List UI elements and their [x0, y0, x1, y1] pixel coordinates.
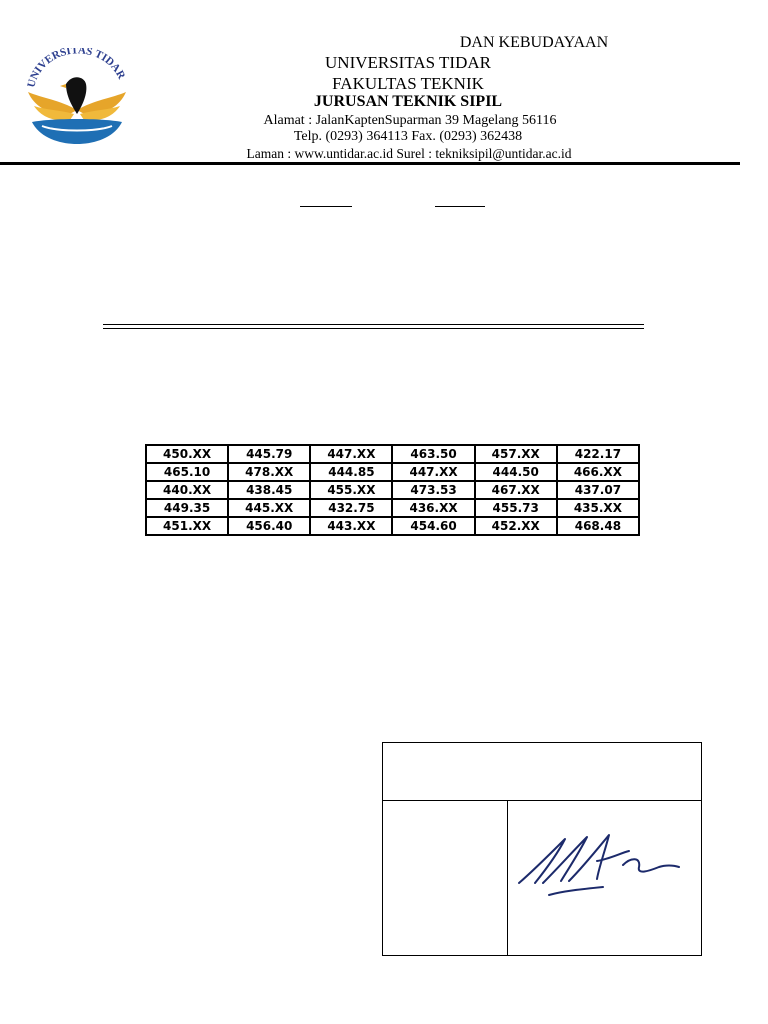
table-cell: 445.XX	[228, 499, 310, 517]
table-cell: 452.XX	[475, 517, 557, 535]
table-cell: 463.50	[392, 445, 474, 463]
table-row	[146, 463, 639, 481]
data-table	[145, 444, 640, 536]
table-cell: 437.07	[557, 481, 639, 499]
blank-underline	[435, 206, 485, 207]
table-cell: 465.10	[146, 463, 228, 481]
table-cell: 450.XX	[146, 445, 228, 463]
signature-box-column-divider	[507, 800, 508, 956]
table-cell: 432.75	[310, 499, 392, 517]
table-cell: 444.50	[475, 463, 557, 481]
logo-text: UNIVERSITAS TIDAR	[25, 48, 128, 89]
table-cell: 422.17	[557, 445, 639, 463]
phone-fax-line: Telp. (0293) 364113 Fax. (0293) 362438	[293, 129, 523, 144]
table-cell: 444.85	[310, 463, 392, 481]
table-cell: 451.XX	[146, 517, 228, 535]
table-row	[146, 517, 639, 535]
table-cell: 435.XX	[557, 499, 639, 517]
table-row	[146, 445, 639, 463]
table-cell: 467.XX	[475, 481, 557, 499]
table-cell: 445.79	[228, 445, 310, 463]
table-cell: 468.48	[557, 517, 639, 535]
table-cell: 447.XX	[392, 463, 474, 481]
table-cell: 478.XX	[228, 463, 310, 481]
header-divider	[0, 162, 740, 165]
table-cell: 455.73	[475, 499, 557, 517]
table-cell: 443.XX	[310, 517, 392, 535]
ministry-line: DAN KEBUDAYAAN	[459, 34, 609, 51]
signature-box	[382, 742, 702, 956]
table-cell: 456.40	[228, 517, 310, 535]
university-logo	[22, 48, 132, 148]
university-name: UNIVERSITAS TIDAR	[325, 53, 491, 72]
logo-emblem-icon	[22, 48, 132, 148]
table-cell: 438.45	[228, 481, 310, 499]
table-cell: 440.XX	[146, 481, 228, 499]
signature-box-divider	[383, 800, 701, 801]
signature-icon	[513, 831, 683, 911]
table-cell: 454.60	[392, 517, 474, 535]
web-email-line: Laman : www.untidar.ac.id Surel : tekniksipil@untidar.ac.id	[246, 146, 572, 161]
address-line: Alamat : JalanKaptenSuparman 39 Magelang 56116	[263, 113, 557, 128]
table-cell: 449.35	[146, 499, 228, 517]
table-row	[146, 481, 639, 499]
table-cell: 457.XX	[475, 445, 557, 463]
blank-underline	[300, 206, 352, 207]
faculty-name: FAKULTAS TEKNIK	[332, 74, 484, 93]
table-cell: 436.XX	[392, 499, 474, 517]
table-cell: 473.53	[392, 481, 474, 499]
table-cell: 455.XX	[310, 481, 392, 499]
table-cell: 466.XX	[557, 463, 639, 481]
department-name: JURUSAN TEKNIK SIPIL	[313, 93, 503, 110]
double-divider	[103, 324, 644, 329]
table-row	[146, 499, 639, 517]
table-cell: 447.XX	[310, 445, 392, 463]
